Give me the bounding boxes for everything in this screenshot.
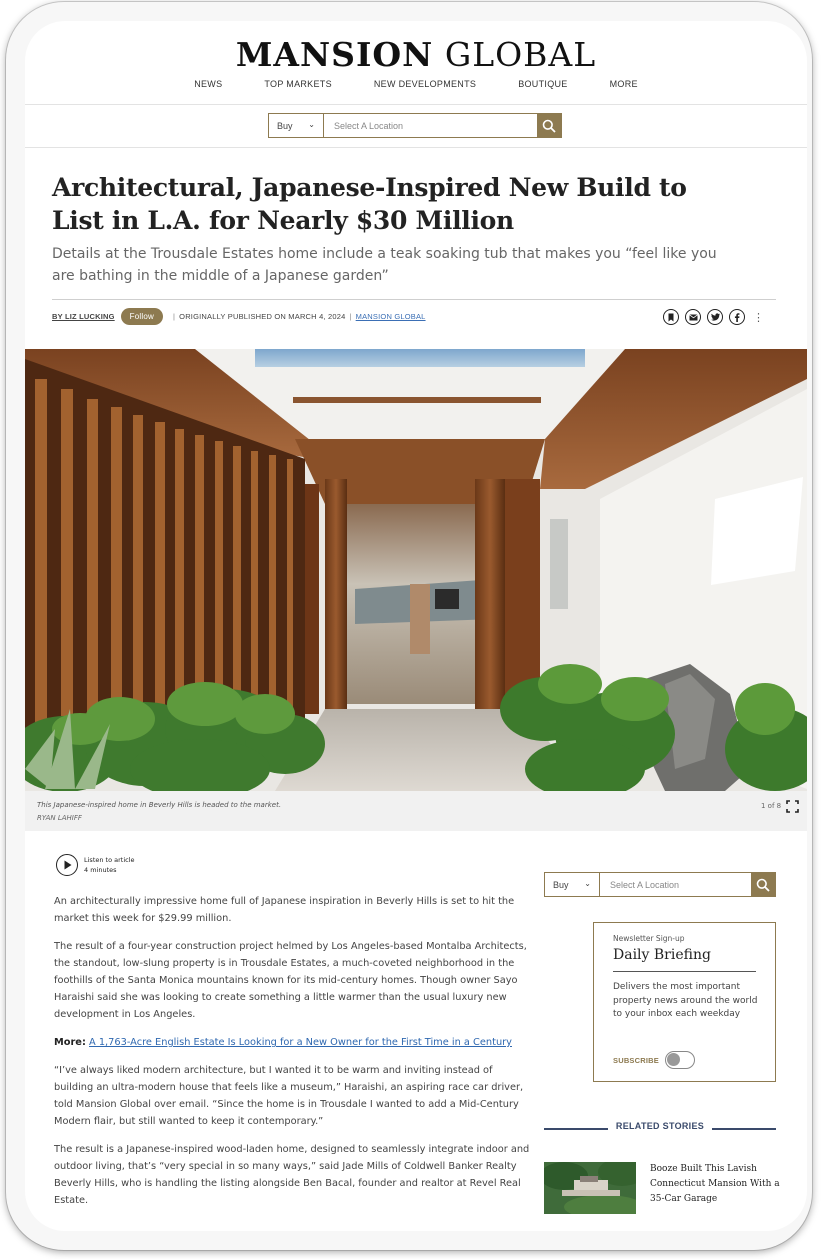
paragraph: An architecturally impressive home full of Japanese inspiration in Beverly Hills is set to hit the market this week for $29.99 million.	[54, 896, 515, 924]
subscribe-toggle[interactable]	[665, 1051, 695, 1069]
published-date: ORIGINALLY PUBLISHED ON MARCH 4, 2024	[179, 312, 346, 321]
listen-label: Listen to article	[84, 856, 135, 864]
bookmark-icon	[667, 313, 675, 322]
related-article-link[interactable]: A 1,763-Acre English Estate Is Looking for a New Owner for the First Time in a Century	[89, 1037, 512, 1048]
author-link[interactable]: BY LIZ LUCKING	[52, 312, 115, 321]
buy-select-value: Buy	[553, 879, 569, 890]
byline-rule	[52, 299, 776, 300]
related-story-thumbnail[interactable]	[544, 1162, 636, 1214]
caption-bar	[25, 791, 807, 831]
search-button[interactable]	[751, 873, 775, 896]
paragraph: The result of a four-year construction project helmed by Los Angeles-based Montalba Architects, the standout, low-slung property is in Trousdale Estates, a much-coveted neighborhood in the foothills of the Santa Monica mountains known for its mid-century homes. Though owner Sayo Haraishi said she was looking to create something a little warmer than the usual luxury new development in Los Angeles.	[54, 941, 527, 1020]
chevron-down-icon: ⌄	[584, 879, 591, 888]
email-icon	[689, 314, 698, 321]
tablet-frame	[6, 2, 812, 1250]
expand-icon[interactable]	[786, 800, 799, 813]
paragraph: “I’ve always liked modern architecture, but I wanted it to be warm and inviting instead of building an ultra-modern house that feels like a museum,” Haraishi, an aspiring race car driver, told Mansion Global over email. “Since the home is in Trousdale I wanted to add a Mid-Century Modern flair, but still wanted to keep it contemporary.”	[54, 1065, 524, 1127]
logo-word-2: GLOBAL	[444, 35, 597, 74]
article-body	[54, 893, 530, 1220]
listen-to-article[interactable]	[56, 854, 135, 876]
main-nav	[25, 79, 807, 89]
share-tools	[663, 309, 764, 325]
top-search-bar	[268, 113, 562, 138]
listen-duration: 4 minutes	[84, 866, 117, 874]
related-heading-text: RELATED STORIES	[615, 1121, 705, 1131]
search-button[interactable]	[537, 114, 561, 137]
newsletter-divider	[613, 971, 756, 972]
byline	[52, 308, 426, 325]
nav-new-developments[interactable]: NEW DEVELOPMENTS	[373, 79, 477, 89]
tablet-screen	[25, 21, 807, 1231]
bookmark-button[interactable]	[663, 309, 679, 325]
newsletter-description: Delivers the most important property news around the world to your inbox each weekday	[613, 982, 758, 1019]
sidebar-search-bar	[544, 872, 776, 897]
play-icon	[63, 860, 72, 870]
facebook-icon	[734, 313, 740, 322]
byline-separator: |	[173, 312, 176, 321]
buy-select[interactable]	[545, 873, 600, 896]
twitter-icon	[711, 313, 720, 321]
newsletter-kicker: Newsletter Sign-up	[613, 934, 685, 943]
nav-top-markets[interactable]: TOP MARKETS	[264, 79, 332, 89]
twitter-share-button[interactable]	[707, 309, 723, 325]
email-share-button[interactable]	[685, 309, 701, 325]
hero-image[interactable]	[25, 349, 807, 791]
search-icon	[542, 119, 556, 133]
location-input[interactable]: Select A Location	[610, 879, 680, 890]
chevron-down-icon: ⌄	[308, 120, 315, 129]
nav-more[interactable]: MORE	[609, 79, 638, 89]
byline-separator: |	[349, 312, 352, 321]
more-link-line	[54, 1034, 530, 1051]
play-button[interactable]	[56, 854, 78, 876]
image-caption: This Japanese-inspired home in Beverly Hills is headed to the market.	[37, 801, 282, 809]
search-icon	[756, 878, 770, 892]
article-headline: Architectural, Japanese-Inspired New Build to List in L.A. for Nearly $30 Million	[52, 173, 687, 235]
newsletter-signup	[593, 922, 776, 1082]
subscribe-label: SUBSCRIBE	[613, 1056, 659, 1065]
related-stories-heading	[544, 1121, 776, 1133]
buy-select[interactable]	[269, 114, 324, 137]
more-label: More:	[54, 1037, 86, 1048]
buy-select-value: Buy	[277, 120, 293, 131]
nav-boutique[interactable]: BOUTIQUE	[518, 79, 568, 89]
more-options-icon[interactable]: ⋮	[753, 310, 764, 324]
article-dek: Details at the Trousdale Estates home include a teak soaking tub that makes you “feel like you are bathing in the middle of a Japanese garden”	[52, 246, 717, 284]
image-credit: RYAN LAHIFF	[37, 814, 82, 822]
source-link[interactable]: MANSION GLOBAL	[355, 312, 426, 321]
logo-word-1: MANSION	[235, 35, 434, 74]
newsletter-title: Daily Briefing	[613, 947, 711, 963]
search-divider	[25, 147, 807, 148]
header-divider	[25, 104, 807, 105]
facebook-share-button[interactable]	[729, 309, 745, 325]
nav-news[interactable]: NEWS	[194, 79, 223, 89]
toggle-knob	[667, 1053, 680, 1066]
site-logo[interactable]	[25, 35, 807, 74]
follow-button[interactable]: Follow	[121, 308, 163, 325]
paragraph: The result is a Japanese-inspired wood-laden home, designed to seamlessly integrate indoor and outdoor living, that’s “very special in so many ways,” said Jade Mills of Coldwell Banker Realty Beverly Hills, who is handling the listing alongside Ben Bacal, founder and realtor at Revel Real Estate.	[54, 1144, 530, 1206]
slideshow-counter: 1 of 8	[761, 802, 782, 810]
related-story-title[interactable]: Booze Built This Lavish Connecticut Mansion With a 35-Car Garage	[650, 1164, 780, 1204]
location-input[interactable]: Select A Location	[334, 120, 404, 131]
